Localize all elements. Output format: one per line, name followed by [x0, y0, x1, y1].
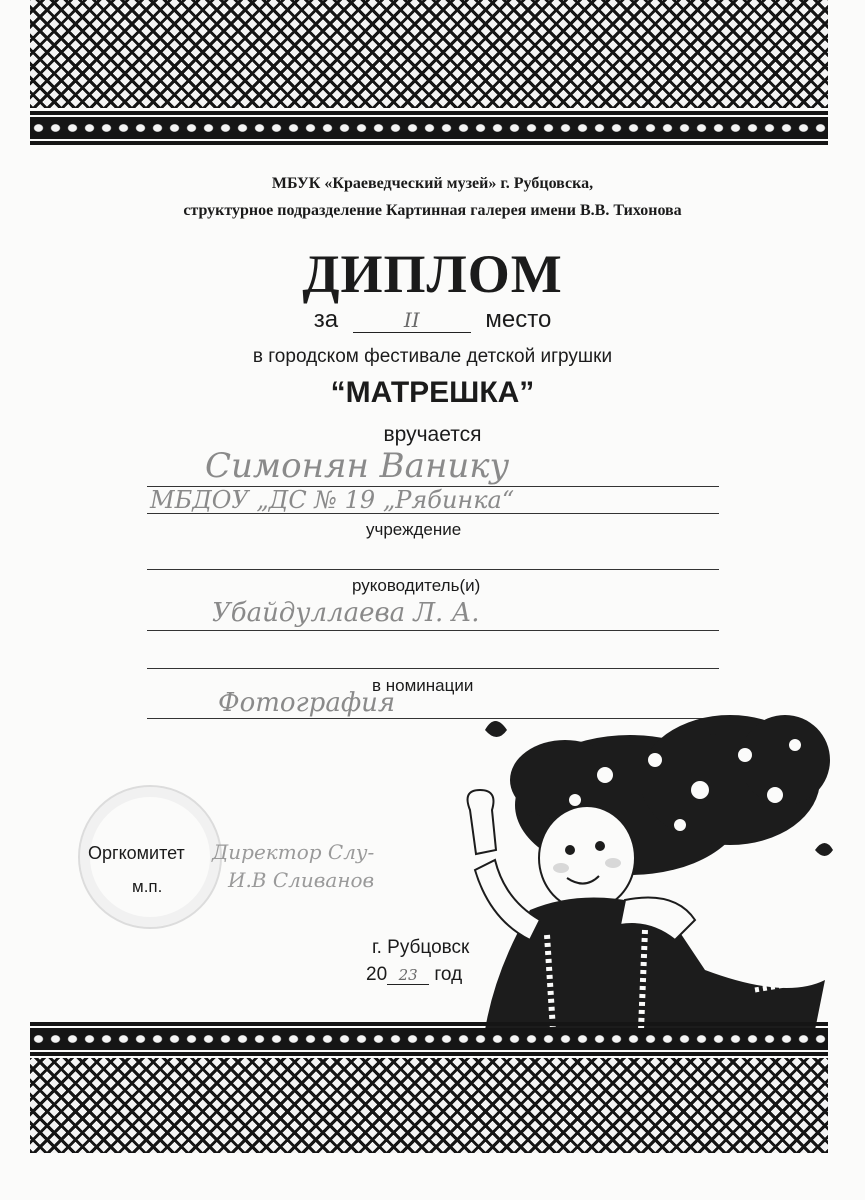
bottom-ornament-line — [30, 1022, 828, 1026]
awarded-label: вручается — [383, 423, 482, 446]
institution-line-2 — [147, 569, 719, 570]
top-ornament-chain — [30, 117, 828, 139]
supervisor-label: руководитель(и) — [352, 576, 481, 595]
signature-line-1: Директор Слу- — [212, 840, 375, 864]
matryoshka-girl-illustration — [455, 700, 835, 1030]
city-label: г. Рубцовск — [372, 937, 470, 958]
supervisor-line-2 — [147, 668, 719, 669]
diploma-title: ДИПЛОМ — [302, 244, 563, 304]
year-prefix: 20 — [366, 964, 388, 985]
supervisor-value: Убайдуллаева Л. А. — [212, 598, 480, 628]
year-suffix: год — [434, 964, 463, 985]
nomination-label: в номинации — [372, 676, 474, 695]
institution-line — [147, 513, 719, 514]
gallery-name: структурное подразделение Картинная галерея имени В.В. Тихонова — [183, 202, 682, 219]
festival-line: в городском фестивале детской игрушки — [252, 346, 613, 367]
stamp-label: м.п. — [132, 877, 163, 896]
place-prefix: за — [313, 306, 339, 333]
recipient-name: Симонян Ванику — [205, 446, 510, 486]
institution-label: учреждение — [366, 520, 462, 539]
bottom-ornament-chain — [30, 1028, 828, 1050]
nomination-value: Фотография — [218, 688, 396, 718]
top-ornament-line-lower — [30, 141, 828, 145]
festival-name: “МАТРЕШКА” — [330, 376, 535, 409]
place-suffix: место — [485, 306, 552, 333]
institution-value: МБДОУ „ДС № 19 „Рябинка“ — [150, 486, 515, 514]
committee-label: Оргкомитет — [88, 843, 185, 863]
supervisor-line — [147, 630, 719, 631]
year-value: 23 — [387, 966, 429, 985]
top-ornament-line — [30, 111, 828, 115]
bottom-ornament-pattern — [30, 1058, 828, 1153]
year-row — [366, 964, 462, 986]
place-value: II — [353, 308, 471, 333]
top-ornament-pattern — [30, 0, 828, 108]
museum-name: МБУК «Краеведческий музей» г. Рубцовска, — [271, 175, 594, 192]
bottom-ornament-line-lower — [30, 1052, 828, 1056]
place-row — [0, 306, 865, 334]
signature-line-2: И.В Сливанов — [228, 868, 375, 892]
